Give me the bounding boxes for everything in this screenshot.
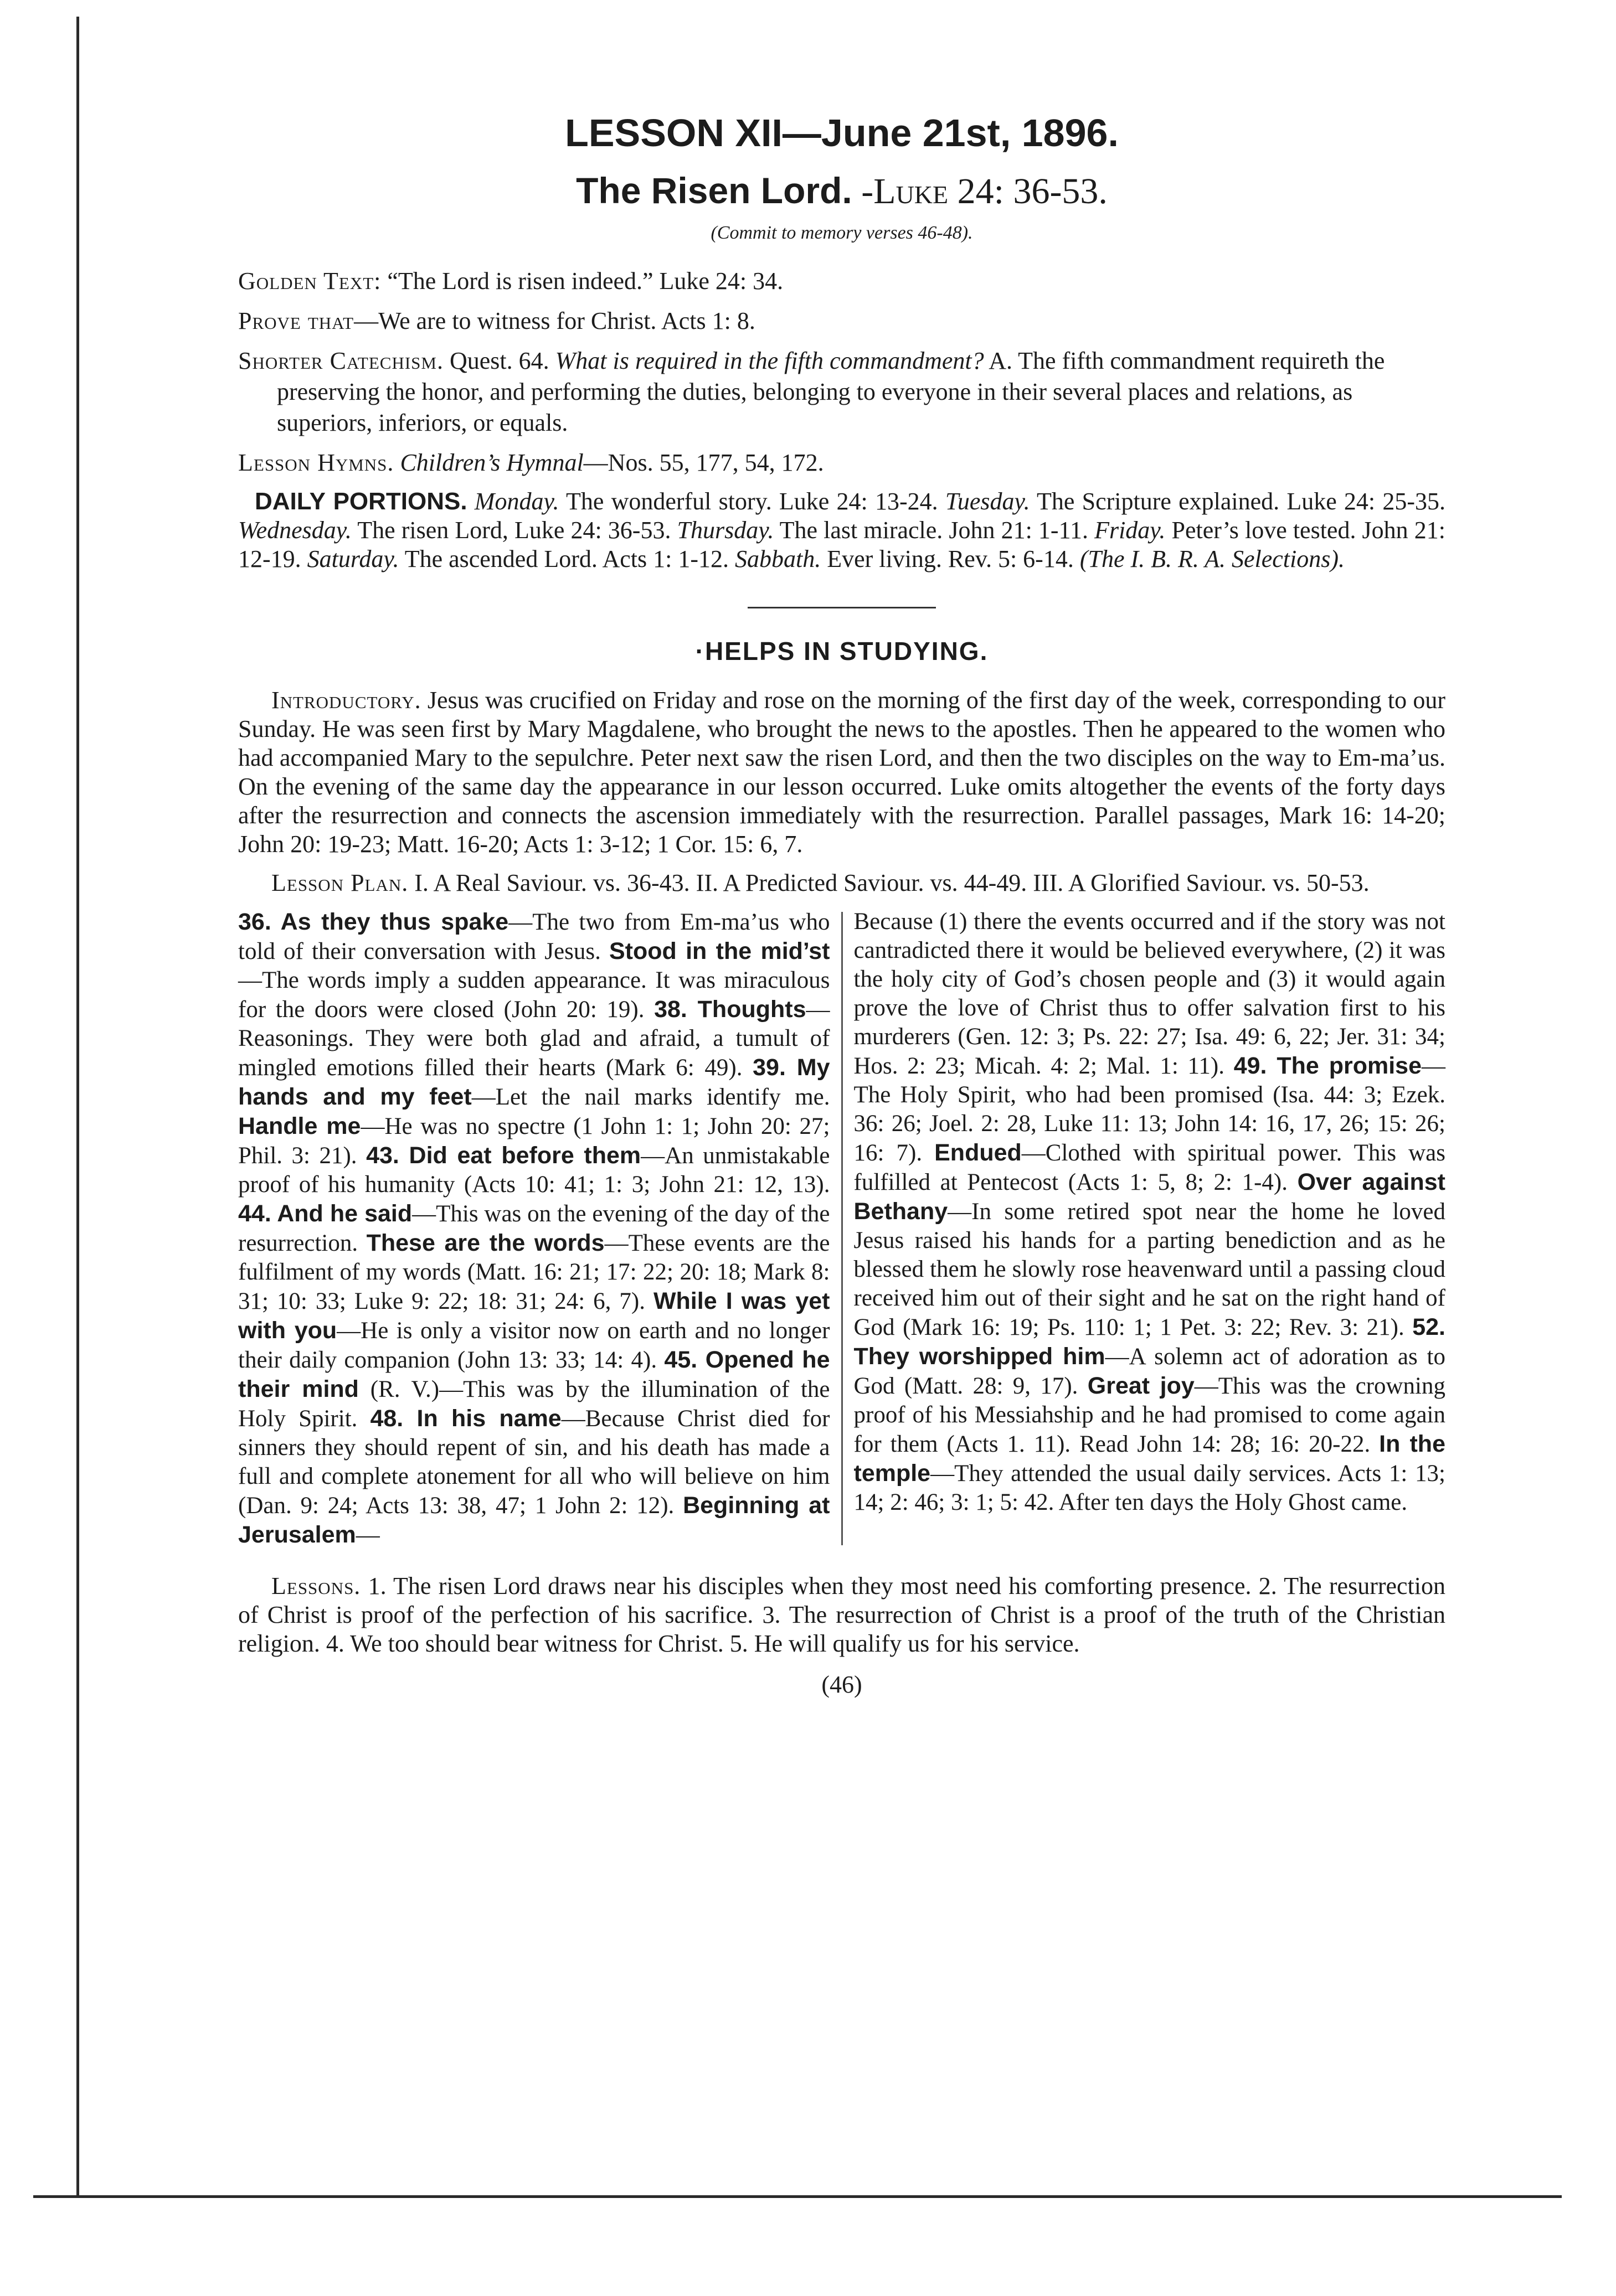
daily-source: (The I. B. R. A. Selections). bbox=[1079, 545, 1345, 572]
golden-text-line bbox=[238, 266, 1445, 297]
note-text: —The Holy Spirit, who had been promised (Isa. 44: 3; Ezek. 36: 26; Joel. 2: 28, Luke 11: 13; John 14: 16, 17, 26; 15: 26; 16: 7). bbox=[853, 1053, 1445, 1166]
note-term: Stood in the mid’st bbox=[609, 938, 830, 964]
daily-portions-label: DAILY PORTIONS. bbox=[255, 488, 467, 515]
daily-day: Monday. bbox=[467, 488, 559, 515]
daily-reading: The risen Lord, Luke 24: 36-53. bbox=[351, 517, 677, 544]
golden-text: “The Lord is risen indeed.” Luke 24: 34. bbox=[381, 267, 784, 295]
daily-portions bbox=[238, 487, 1445, 574]
note-text: —Because Christ died for sinners they should repent of sin, and his death has made a full and complete atonement for all who will believe on him (Dan. 9: 24; Acts 13: 38, 47; 1 John 2: 12). bbox=[238, 1406, 830, 1519]
note-text: —They attended the usual daily services. Acts 1: 13; 14; 2: 46; 3: 1; 5: 42. After ten days the Holy Ghost came. bbox=[853, 1461, 1445, 1515]
note-text: —Clothed with spiritual power. This was fulfilled at Pentecost (Acts 1: 5, 8; 2: 1-4). bbox=[853, 1140, 1445, 1195]
introductory-label: Introductory. bbox=[271, 687, 421, 714]
lesson-subtitle-main: The Risen Lord. bbox=[576, 170, 852, 211]
daily-day: Saturday. bbox=[307, 545, 399, 572]
lessons-label: Lessons. bbox=[271, 1572, 361, 1600]
section-divider bbox=[748, 607, 936, 608]
note-text: — bbox=[356, 1522, 380, 1548]
note-term: 44. And he said bbox=[238, 1200, 413, 1227]
note-text: —He is only a visitor now on earth and no longer their daily companion (John 13: 33; 14: 4). bbox=[238, 1318, 830, 1373]
note-text: —A solemn act of adoration as to God (Matt. 28: 9, 17). bbox=[853, 1344, 1445, 1399]
note-term: 43. Did eat before them bbox=[366, 1142, 641, 1169]
note-term: Beginning at Jerusalem bbox=[238, 1492, 830, 1548]
lesson-plan-text: I. A Real Saviour. vs. 36-43. II. A Predicted Saviour. vs. 44-49. III. A Glorified Saviour. vs. 50-53. bbox=[408, 869, 1370, 896]
notes-left-text bbox=[238, 907, 830, 1550]
prove-that-line bbox=[238, 306, 1445, 337]
prove-that-label: Prove that bbox=[238, 307, 354, 334]
note-term: 45. Opened he their mind bbox=[238, 1346, 830, 1402]
note-term: Over against Bethany bbox=[853, 1169, 1446, 1225]
daily-reading: The ascended Lord. Acts 1: 1-12. bbox=[399, 545, 735, 572]
daily-day: Friday. bbox=[1094, 517, 1166, 544]
lesson-plan-label: Lesson Plan. bbox=[271, 869, 409, 896]
memory-note: (Commit to memory verses 46-48). bbox=[711, 223, 973, 243]
note-term: 39. My hands and my feet bbox=[238, 1054, 830, 1110]
notes-left-column bbox=[238, 907, 841, 1550]
note-text: —This was the crowning proof of his Messiahship and he had promised to come again for them (Acts 1. 11). Read John 14: 28; 16: 20-22. bbox=[853, 1373, 1445, 1457]
lessons-paragraph bbox=[238, 1572, 1445, 1658]
hymns-book: Children’s Hymnal bbox=[394, 449, 584, 476]
note-term: Handle me bbox=[238, 1113, 361, 1139]
note-text: —The words imply a sudden appearance. It was miraculous for the doors were closed (John 20: 19). bbox=[238, 967, 830, 1023]
lesson-plan bbox=[238, 869, 1445, 897]
lesson-subtitle bbox=[238, 169, 1445, 213]
daily-reading: The wonderful story. Luke 24: 13-24. bbox=[559, 488, 945, 515]
note-text: —In some retired spot near the home he loved Jesus raised his hands for a parting benediction and as he blessed them he slowly rose heavenward until a passing cloud received him out of their sight and he sat on the right hand of God (Mark 16: 19; Ps. 110: 1; 1 Pet. 3: 22; Rev. 3: 21). bbox=[853, 1199, 1445, 1340]
lesson-subtitle-ref: -Luke 24: 36-53. bbox=[852, 171, 1108, 211]
note-text: Because (1) there the events occurred and if the story was not cantradicted there it would be believed everywhere, (2) it was the holy city of God’s chosen people and (3) it would again prove the love of Christ thus to offer salvation first to his murderers (Gen. 12: 3; Ps. 22: 27; Isa. 49: 6, 22; Jer. 31: 34; Hos. 2: 23; Micah. 4: 2; Mal. 1: 11). bbox=[853, 909, 1445, 1079]
note-term: While I was yet with you bbox=[238, 1288, 830, 1344]
introductory-text: Jesus was crucified on Friday and rose on the morning of the first day of the week, corresponding to our Sunday. He was seen first by Mary Magdalene, who brought the news to the apostles. Then he appeared to the women who had accompanied Mary to the sepulchre. Peter next saw the risen Lord, and then the two disciples on the way to Em-ma’us. On the evening of the same day the appearance in our lesson occurred. Luke omits altogether the events of the forty days after the resurrection and connects the ascension immediately with the resurrection. Parallel passages, Mark 16: 14-20; John 20: 19-23; Matt. 16-20; Acts 1: 3-12; 1 Cor. 15: 6, 7. bbox=[238, 687, 1445, 858]
page-border-bottom bbox=[33, 2195, 1562, 2198]
hymns-label: Lesson Hymns. bbox=[238, 449, 394, 476]
note-term: 36. As they thus spake bbox=[238, 909, 509, 935]
note-term: Endued bbox=[934, 1139, 1022, 1166]
catechism-block bbox=[238, 345, 1445, 438]
golden-text-label: Golden Text: bbox=[238, 267, 382, 295]
daily-reading: The last miracle. John 21: 1-11. bbox=[774, 517, 1095, 544]
note-text: —He was no spectre (1 John 1: 1; John 20: 27; Phil. 3: 21). bbox=[238, 1113, 830, 1169]
lesson-title: LESSON XII—June 21st, 1896. bbox=[565, 111, 1119, 154]
catechism-answer: A. The fifth commandment requireth the preserving the honor, and performing the duties, belonging to everyone in their several places and relations, as superiors, inferiors, or equals. bbox=[277, 347, 1385, 436]
note-text: —This was on the evening of the day of the resurrection. bbox=[238, 1201, 830, 1256]
prove-that-text: —We are to witness for Christ. Acts 1: 8. bbox=[354, 307, 755, 334]
note-text: —Let the nail marks identify me. bbox=[471, 1084, 830, 1110]
daily-day: Thursday. bbox=[677, 517, 774, 544]
introductory-paragraph bbox=[238, 686, 1445, 859]
daily-reading: The Scripture explained. Luke 24: 25-35. bbox=[1030, 488, 1445, 515]
lessons-text: 1. The risen Lord draws near his disciples when they most need his comforting presence. 2. The resurrection of Christ is proof of the perfection of his sacrifice. 3. The resurrection of Christ is a proof of the truth of the Christian religion. 4. We too should bear witness for Christ. 5. He will qualify us for his service. bbox=[238, 1572, 1445, 1657]
document-page bbox=[238, 111, 1445, 1699]
daily-day: Wednesday. bbox=[238, 517, 352, 544]
daily-day: Tuesday. bbox=[945, 488, 1030, 515]
note-term: 49. The promise bbox=[1233, 1052, 1422, 1079]
helps-heading: ·HELPS IN STUDYING. bbox=[695, 637, 989, 665]
note-term: 52. They worshipped him bbox=[853, 1314, 1445, 1370]
note-term: These are the words bbox=[366, 1230, 605, 1256]
notes-columns bbox=[238, 907, 1445, 1550]
page-number: (46) bbox=[821, 1671, 862, 1698]
note-term: In the temple bbox=[853, 1431, 1445, 1487]
catechism-quest: Quest. 64. bbox=[443, 347, 555, 374]
note-term: 48. In his name bbox=[370, 1405, 562, 1432]
notes-right-column bbox=[843, 907, 1446, 1550]
note-text: —Reasonings. They were both glad and afraid, a tumult of mingled emotions filled their hearts (Mark 6: 49). bbox=[238, 997, 830, 1081]
daily-reading: Ever living. Rev. 5: 6-14. bbox=[821, 545, 1080, 572]
page-border-left bbox=[76, 17, 79, 2198]
note-text: —The two from Em-ma’us who told of their conversation with Jesus. bbox=[238, 909, 830, 964]
note-term: 38. Thoughts bbox=[654, 996, 806, 1023]
hymns-numbers: —Nos. 55, 177, 54, 172. bbox=[583, 449, 824, 476]
hymns-line bbox=[238, 447, 1445, 478]
notes-right-text bbox=[854, 907, 1446, 1517]
catechism-label: Shorter Catechism. bbox=[238, 347, 444, 374]
daily-day: Sabbath. bbox=[734, 545, 821, 572]
note-text: —These events are the fulfilment of my words (Matt. 16: 21; 17: 22; 20: 18; Mark 8: 31; 10: 33; Luke 9: 22; 18: 31; 24: 6, 7). bbox=[238, 1230, 830, 1314]
note-text: (R. V.)—This was by the illumination of the Holy Spirit. bbox=[238, 1376, 830, 1432]
catechism-question: What is required in the fifth commandment? bbox=[555, 347, 984, 374]
note-term: Great joy bbox=[1087, 1373, 1195, 1399]
daily-reading: Peter’s love tested. John 21: 12-19. bbox=[238, 517, 1445, 572]
note-text: —An unmistakable proof of his humanity (Acts 10: 41; 1: 3; John 21: 12, 13). bbox=[238, 1143, 830, 1198]
